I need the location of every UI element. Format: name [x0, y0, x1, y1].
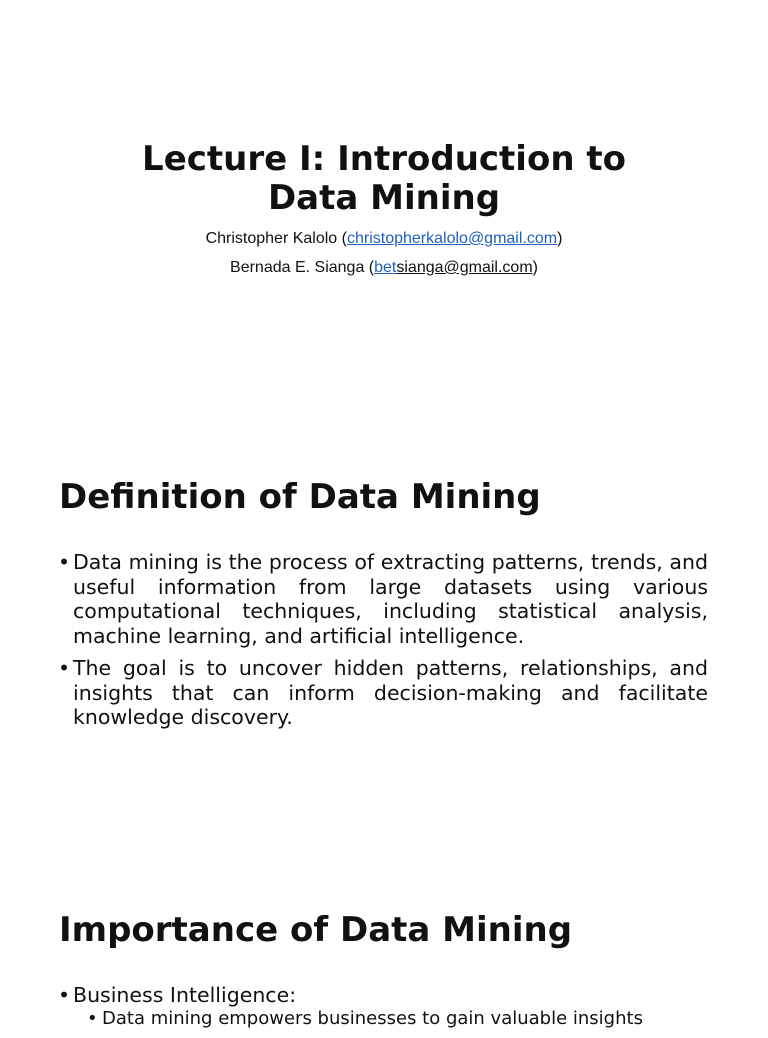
definition-slide: [0, 430, 768, 860]
importance-slide: [0, 860, 768, 1029]
importance-heading: Importance of Data Mining: [59, 910, 573, 950]
sub-bullet-item: • Data mining empowers businesses to gain valuable insights: [87, 1008, 708, 1030]
author-name: Christopher Kalolo (: [205, 230, 347, 247]
bullet-text: Business Intelligence:: [73, 983, 297, 1007]
sub-bullet-list: [73, 1008, 708, 1030]
bullet-item: • The goal is to uncover hidden patterns, relationships, and insights that can inform decision-making and facilitate knowledge discovery.: [58, 656, 708, 730]
bullet-item: [58, 983, 708, 1030]
definition-bullet-list: [58, 550, 708, 738]
author-email-link[interactable]: christopherkalolo@gmail.com: [346, 230, 558, 247]
lecture-title: [0, 140, 768, 218]
lecture-title-line1: Lecture I: Introduction to: [142, 139, 626, 179]
definition-heading: Definition of Data Mining: [59, 477, 541, 517]
author-name: Bernada E. Sianga (: [230, 259, 375, 276]
lecture-title-line2: Data Mining: [267, 178, 501, 218]
author-suffix: ): [557, 230, 563, 247]
author-bernada: [0, 258, 768, 278]
author-suffix: ): [532, 259, 538, 276]
author-email-text-part: sianga@gmail.com: [396, 259, 533, 276]
importance-bullet-list: [58, 983, 708, 1038]
title-slide: [0, 0, 768, 430]
author-christopher: [0, 229, 768, 249]
author-email-link-part[interactable]: bet: [374, 259, 397, 276]
bullet-item: • Data mining is the process of extracting patterns, trends, and useful information from large datasets using various computational techniques, including statistical analysis, machine learning, and artificial intelligence.: [58, 550, 708, 648]
